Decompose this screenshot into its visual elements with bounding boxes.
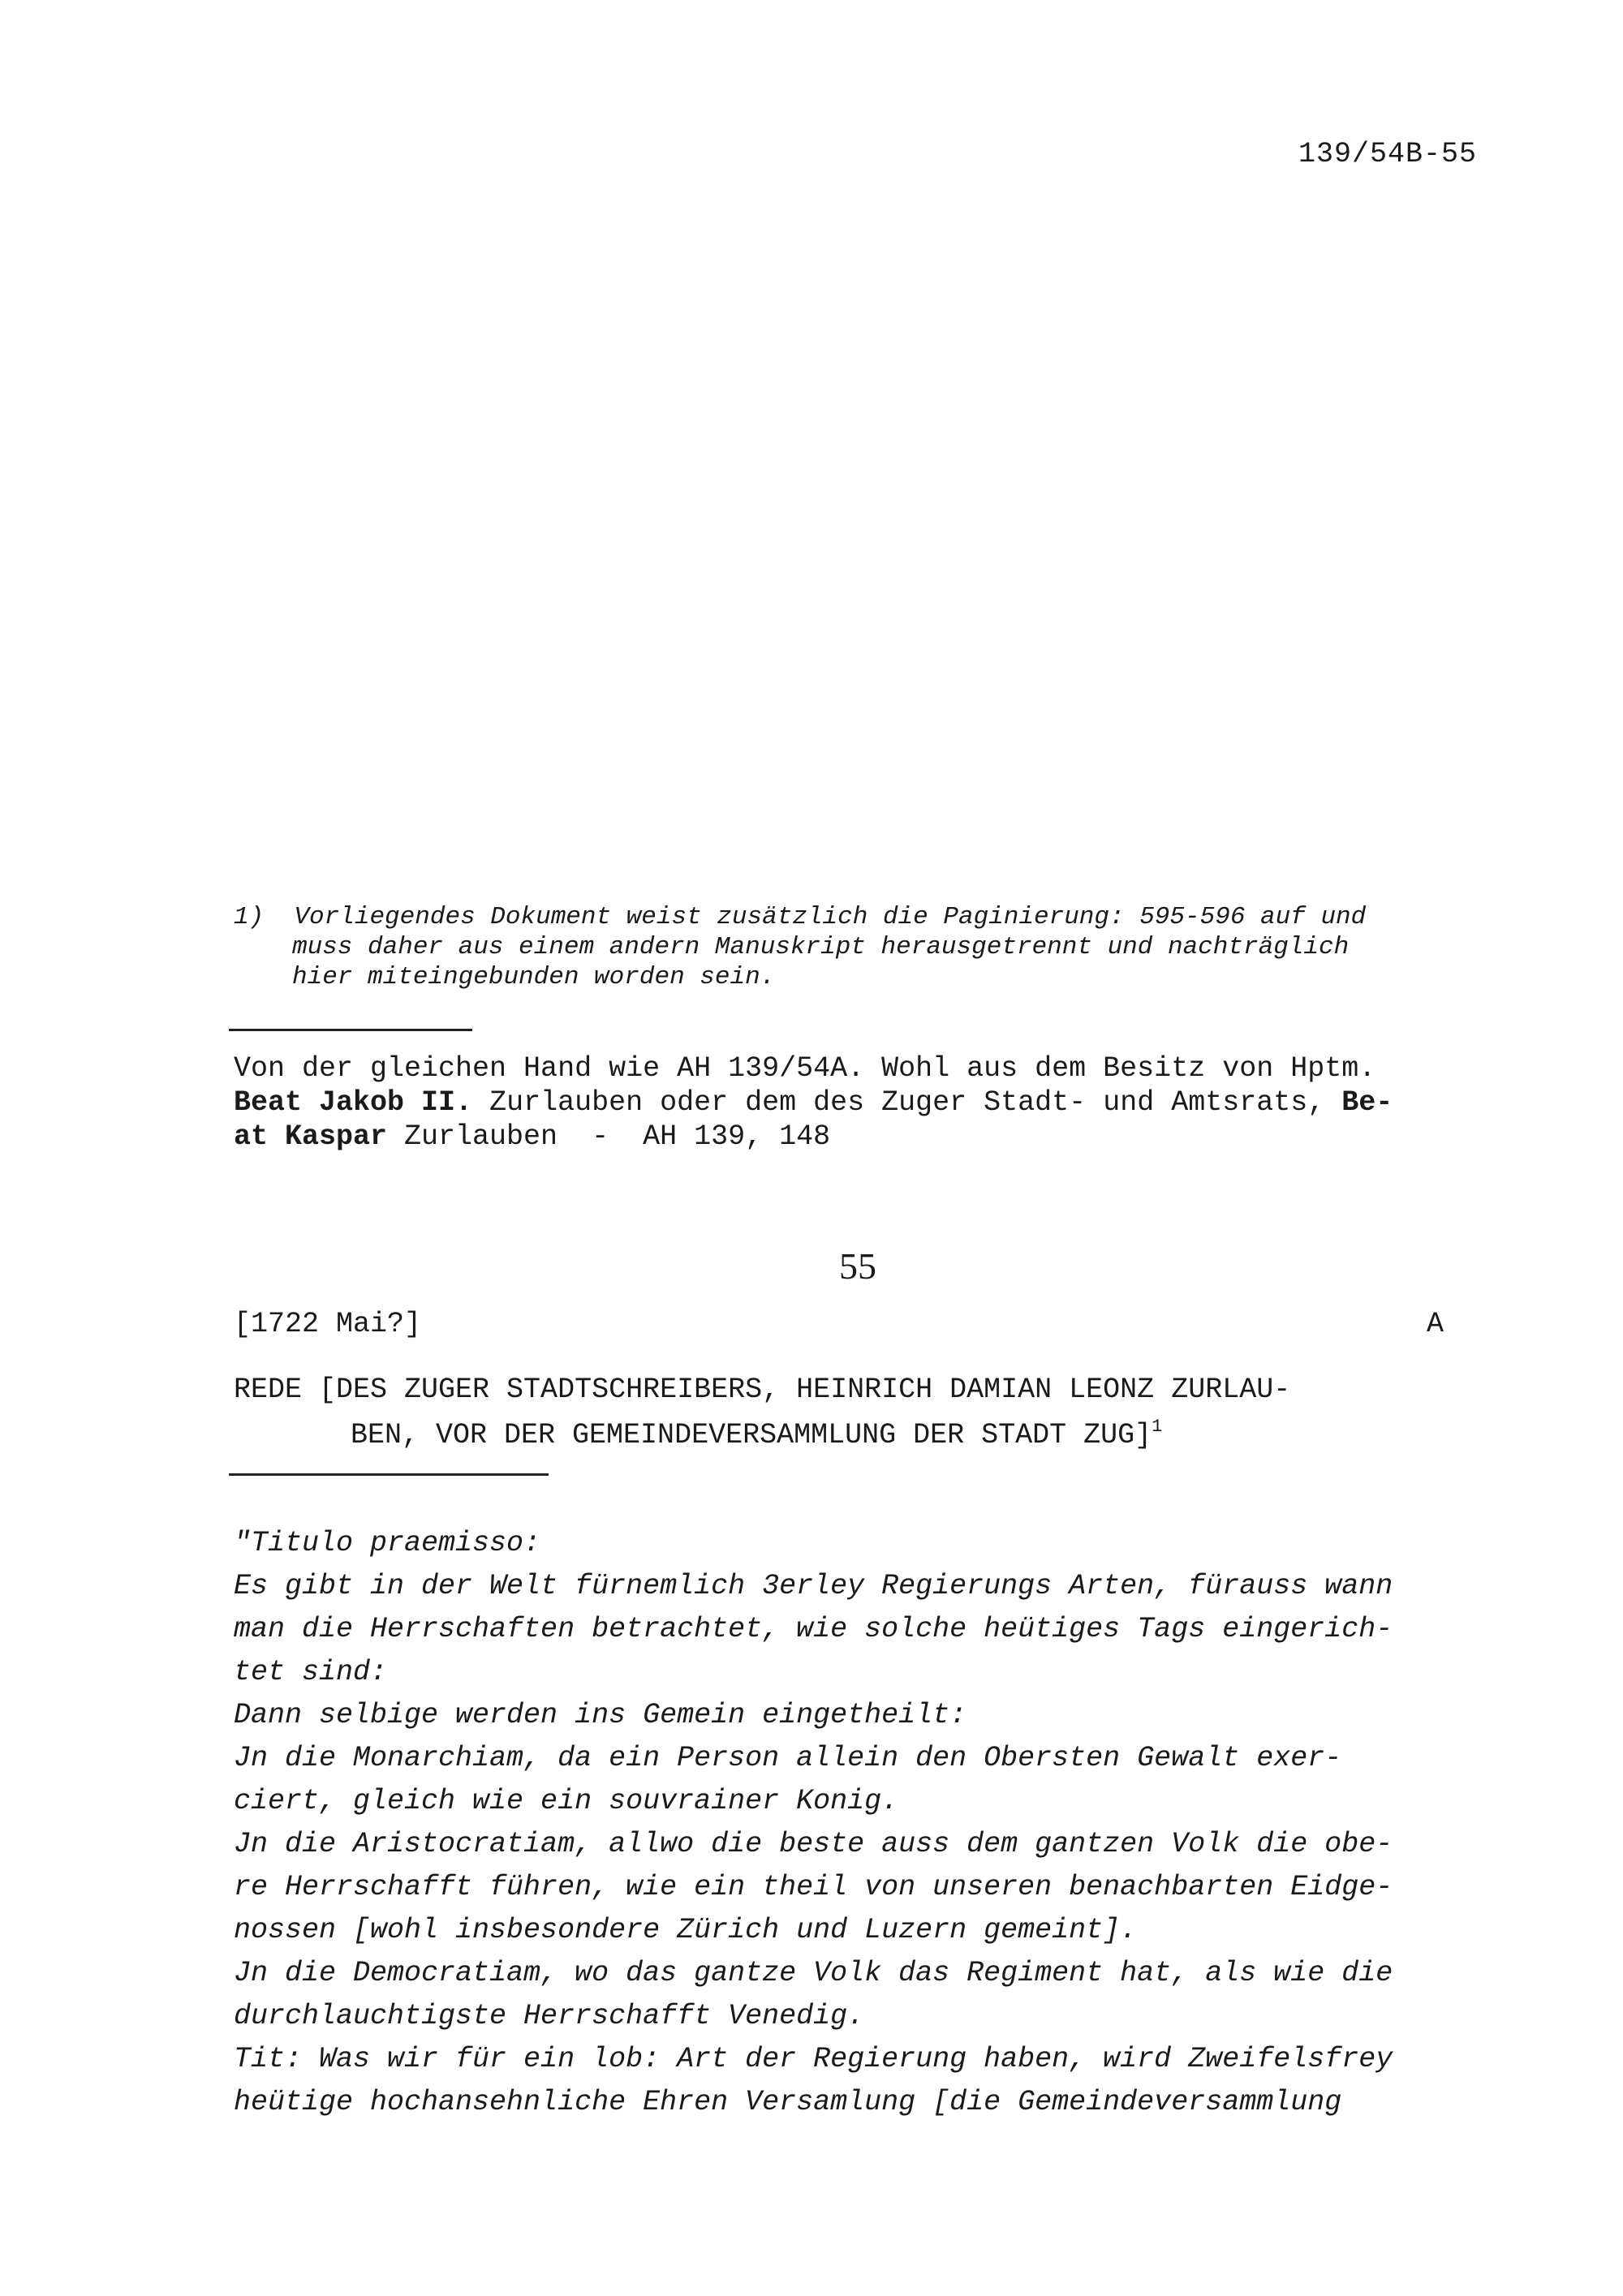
heading-divider xyxy=(229,1473,549,1476)
body-line: heütige hochansehnliche Ehren Versamlung [die Gemeindeversammlung xyxy=(234,2086,1342,2118)
heading-line xyxy=(234,1408,1500,1454)
provenance-note xyxy=(234,1051,1483,1154)
footnote-line: muss daher aus einem andern Manuskript herausgetrennt und nachträglich xyxy=(292,933,1350,961)
footnote xyxy=(234,902,1467,992)
transcription-body xyxy=(234,1522,1500,2124)
person-name: Beat Jakob II. xyxy=(234,1086,473,1119)
footnote-divider xyxy=(229,1029,472,1031)
person-name: at Kaspar xyxy=(234,1120,388,1153)
page-number: 139/54B-55 xyxy=(1298,138,1477,170)
person-name: Be- xyxy=(1341,1086,1393,1119)
footnote-line: hier miteingebunden worden sein. xyxy=(292,963,776,991)
body-line: Jn die Democratiam, wo das gantze Volk das Regiment hat, als wie die xyxy=(234,1957,1393,1989)
version-letter: A xyxy=(1427,1308,1444,1340)
heading-line: REDE [DES ZUGER STADTSCHREIBERS, HEINRICH DAMIAN LEONZ ZURLAU- xyxy=(234,1374,1291,1406)
body-line: durchlauchtigste Herrschafft Venedig. xyxy=(234,2000,865,2032)
body-line: tet sind: xyxy=(234,1656,388,1688)
footnote-reference: 1 xyxy=(1152,1417,1163,1437)
body-line: ciert, gleich wie ein souvrainer Konig. xyxy=(234,1785,899,1817)
provenance-text: Zurlauben - AH 139, 148 xyxy=(387,1120,831,1153)
body-line: Jn die Aristocratiam, allwo die beste auss dem gantzen Volk die obe- xyxy=(234,1828,1393,1860)
provenance-line xyxy=(234,1086,1483,1120)
document-number: 55 xyxy=(839,1245,876,1287)
body-line: man die Herrschaften betrachtet, wie solche heütiges Tags eingerich- xyxy=(234,1613,1393,1645)
footnote-marker: 1) xyxy=(234,903,265,931)
footnote-line xyxy=(234,902,1467,932)
provenance-line: Von der gleichen Hand wie AH 139/54A. Wohl aus dem Besitz von Hptm. xyxy=(234,1052,1376,1085)
body-line: Jn die Monarchiam, da ein Person allein den Obersten Gewalt exer- xyxy=(234,1742,1342,1774)
provenance-line xyxy=(234,1120,1483,1154)
body-line: Es gibt in der Welt fürnemlich 3erley Regierungs Arten, fürauss wann xyxy=(234,1570,1393,1602)
body-line: "Titulo praemisso: xyxy=(234,1527,541,1559)
document-date: [1722 Mai?] xyxy=(234,1308,422,1340)
heading-text: BEN, VOR DER GEMEINDEVERSAMMLUNG DER STADT ZUG] xyxy=(351,1419,1152,1451)
body-line: nossen [wohl insbesondere Zürich und Luzern gemeint]. xyxy=(234,1914,1138,1946)
body-line: Dann selbige werden ins Gemein eingetheilt: xyxy=(234,1699,967,1731)
body-line: Tit: Was wir für ein lob: Art der Regierung haben, wird Zweifelsfrey xyxy=(234,2043,1393,2075)
provenance-text: Zurlauben oder dem des Zuger Stadt- und Amtsrats, xyxy=(472,1086,1342,1119)
footnote-text: Vorliegendes Dokument weist zusätzlich die Paginierung: 595-596 auf und xyxy=(294,903,1367,931)
body-line: re Herrschafft führen, wie ein theil von unseren benachbarten Eidge- xyxy=(234,1871,1393,1903)
document-heading xyxy=(234,1371,1500,1454)
